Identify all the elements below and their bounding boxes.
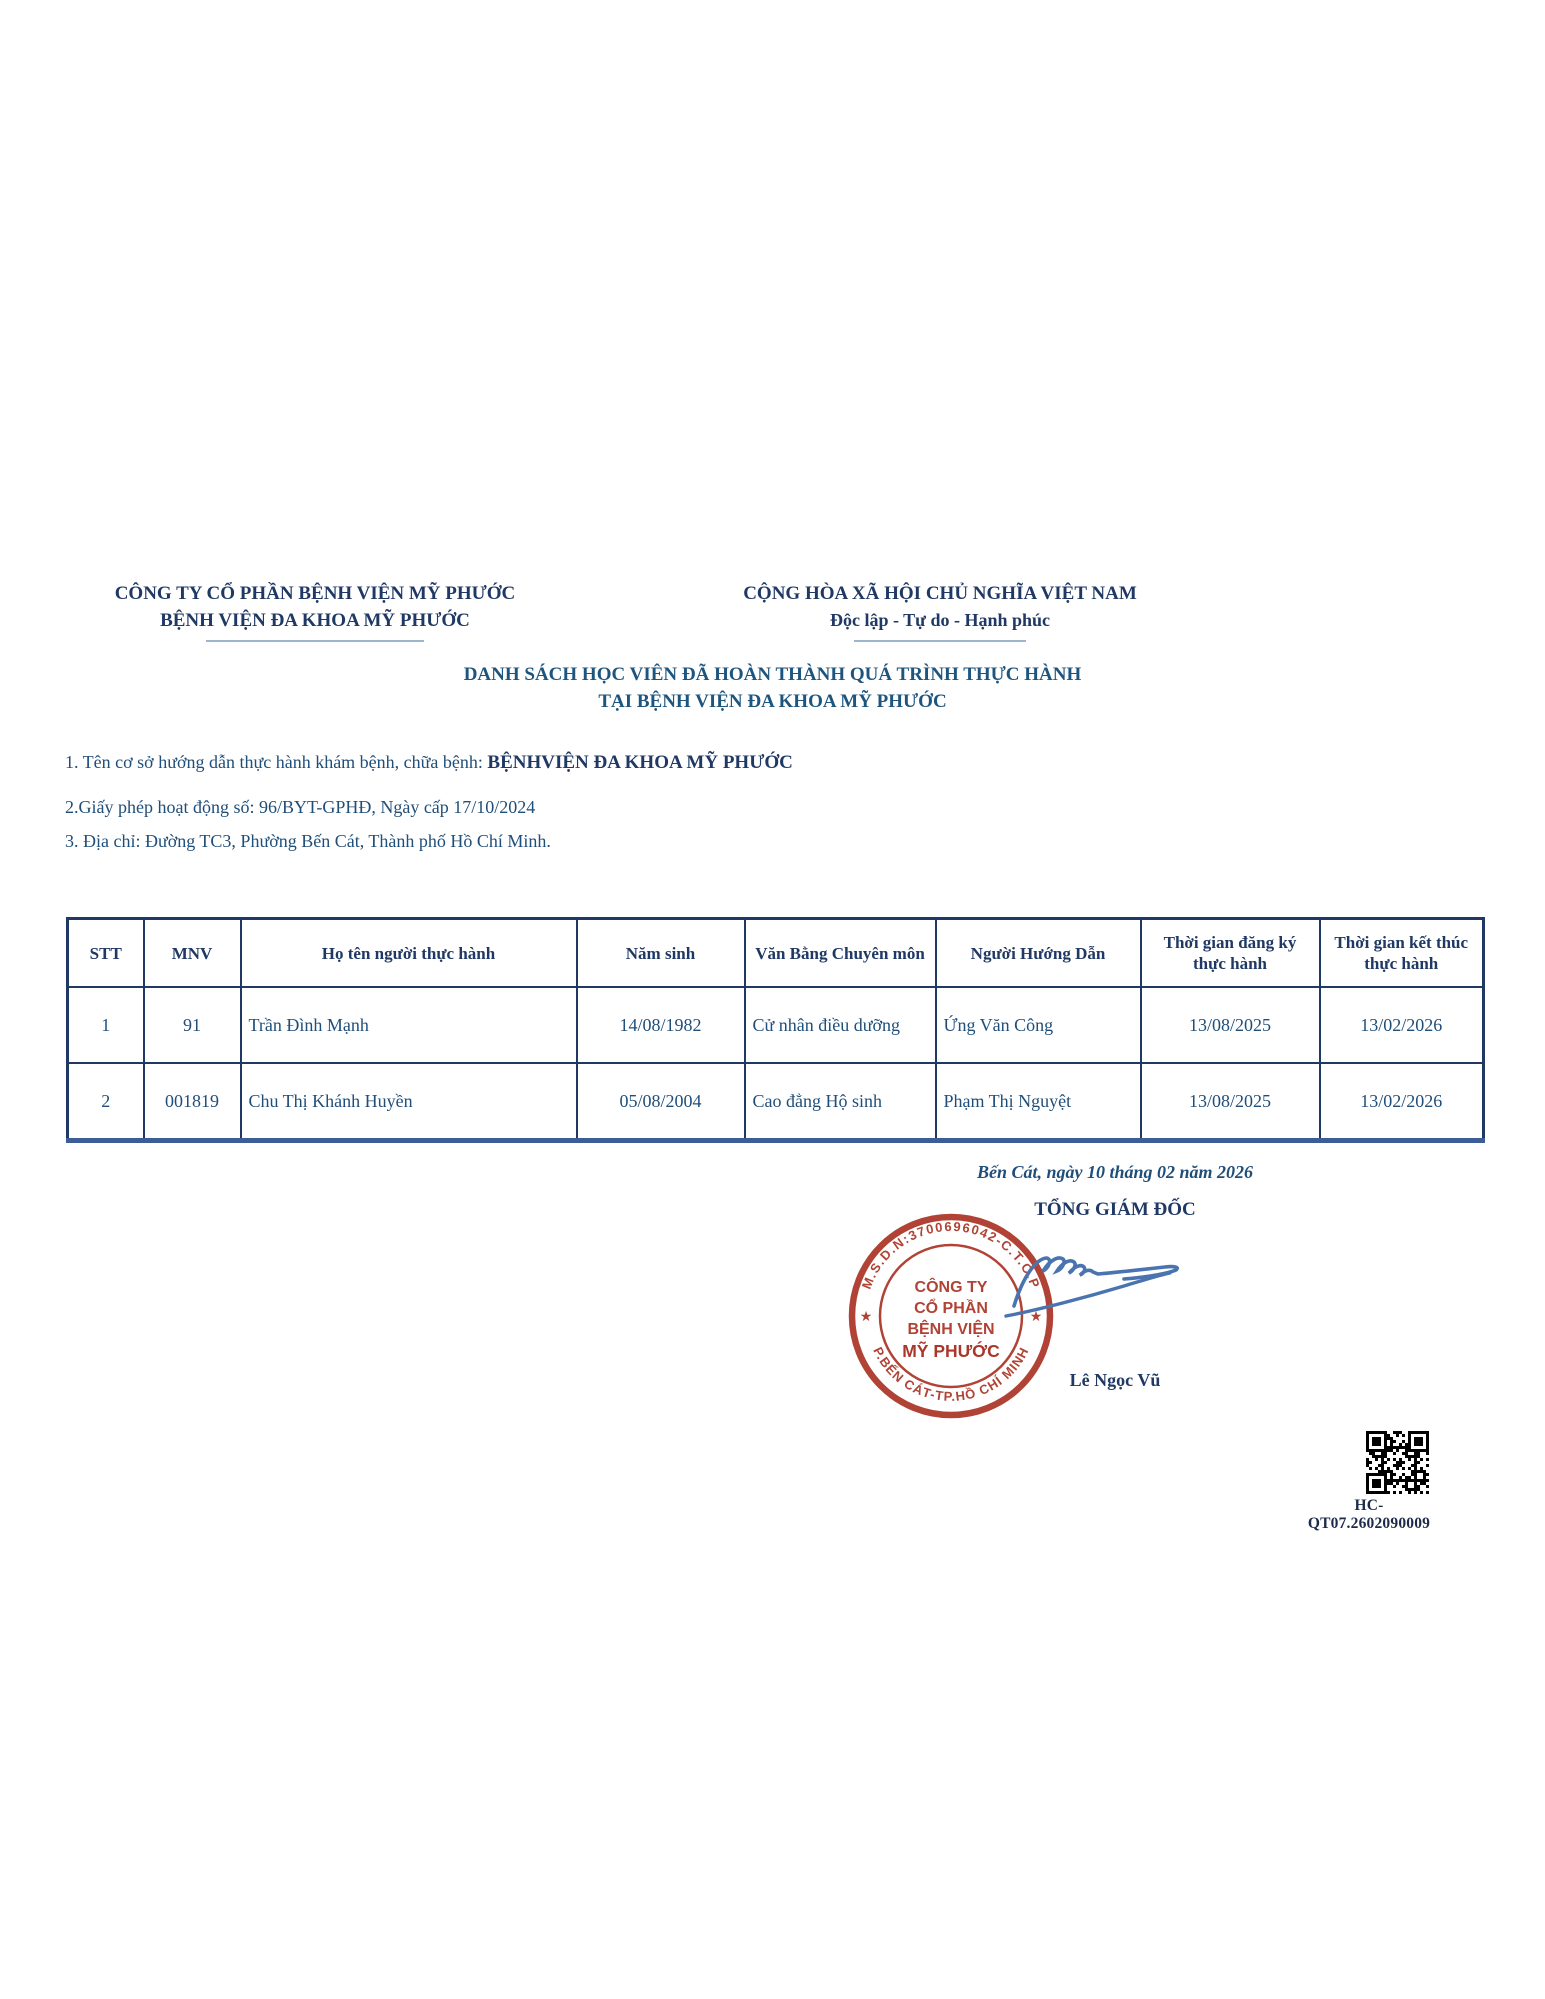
national-header-line1: CỘNG HÒA XÃ HỘI CHỦ NGHĨA VIỆT NAM — [743, 583, 1137, 604]
handwritten-signature — [1002, 1250, 1192, 1325]
national-motto: Độc lập - Tự do - Hạnh phúc — [829, 610, 1051, 630]
stamp-center-line1: CÔNG TY — [914, 1279, 988, 1296]
document-title-line1: DANH SÁCH HỌC VIÊN ĐÃ HOÀN THÀNH QUÁ TRÌNH THỰC HÀNH — [463, 664, 1082, 685]
table-row — [68, 987, 1484, 1063]
document-title-line2: TẠI BỆNH VIỆN ĐA KHOA MỸ PHƯỚC — [598, 691, 947, 712]
info-line-license: 2.Giấy phép hoạt động số: 96/BYT-GPHĐ, Ngày cấp 17/10/2024 — [65, 797, 536, 817]
cell-birth: 05/08/2004 — [577, 1063, 745, 1141]
cell-stt: 2 — [68, 1063, 144, 1141]
col-header-degree: Văn Bằng Chuyên môn — [745, 919, 936, 988]
col-header-start: Thời gian đăng ký thực hành — [1141, 919, 1320, 988]
trainee-table-wrapper — [66, 917, 1482, 1143]
trainee-table — [66, 917, 1485, 1143]
document-code: HC-QT07.2602090009 — [1307, 1497, 1431, 1532]
document-title — [0, 661, 1545, 715]
stamp-arc-top-text: M.S.D.N:3700696042-C.T.C.P — [858, 1218, 1044, 1292]
col-header-name: Họ tên người thực hành — [241, 919, 577, 988]
stamp-center-line4: MỸ PHƯỚC — [902, 1341, 1000, 1361]
cell-mnv: 001819 — [144, 1063, 241, 1141]
cell-name: Chu Thị Khánh Huyền — [241, 1063, 577, 1141]
org-name-line2: BỆNH VIỆN ĐA KHOA MỸ PHƯỚC — [160, 610, 470, 631]
qr-code — [1366, 1431, 1429, 1494]
info-line-facility-label: 1. Tên cơ sở hướng dẫn thực hành khám bệnh, chữa bệnh: — [65, 752, 488, 772]
cell-start: 13/08/2025 — [1141, 1063, 1320, 1141]
national-header-underline — [854, 640, 1026, 642]
col-header-stt: STT — [68, 919, 144, 988]
signature-stroke-lower — [1006, 1273, 1170, 1316]
cell-birth: 14/08/1982 — [577, 987, 745, 1063]
national-header — [715, 580, 1165, 642]
cell-degree: Cao đẳng Hộ sinh — [745, 1063, 936, 1141]
cell-end: 13/02/2026 — [1320, 1063, 1484, 1141]
cell-end: 13/02/2026 — [1320, 987, 1484, 1063]
org-name-line1: CÔNG TY CỔ PHẦN BỆNH VIỆN MỸ PHƯỚC — [114, 583, 516, 604]
col-header-end: Thời gian kết thúc thực hành — [1320, 919, 1484, 988]
star-icon: ★ — [859, 1310, 873, 1325]
stamp-center-line3: BỆNH VIỆN — [907, 1321, 995, 1338]
cell-mnv: 91 — [144, 987, 241, 1063]
cell-stt: 1 — [68, 987, 144, 1063]
cell-name: Trần Đình Mạnh — [241, 987, 577, 1063]
signature-stroke-upper — [1014, 1258, 1177, 1306]
table-header-row — [68, 919, 1484, 988]
col-header-mnv: MNV — [144, 919, 241, 988]
stamp-arc-bottom-text: P.BẾN CÁT-TP.HỒ CHÍ MINH — [870, 1344, 1032, 1405]
info-line-facility — [65, 752, 793, 774]
cell-degree: Cử nhân điều dưỡng — [745, 987, 936, 1063]
star-icon: ★ — [1029, 1310, 1043, 1325]
org-header-underline — [206, 640, 424, 642]
cell-mentor: Ứng Văn Công — [936, 987, 1141, 1063]
col-header-mentor: Người Hướng Dẫn — [936, 919, 1141, 988]
org-header — [75, 580, 555, 642]
stamp-center-line2: CỔ PHẦN — [914, 1300, 988, 1317]
cell-start: 13/08/2025 — [1141, 987, 1320, 1063]
col-header-birth: Năm sinh — [577, 919, 745, 988]
place-date-line: Bến Cát, ngày 10 tháng 02 năm 2026 — [976, 1162, 1254, 1182]
signer-title: TỔNG GIÁM ĐỐC — [1034, 1199, 1196, 1220]
signer-name: Lê Ngọc Vũ — [1069, 1370, 1161, 1390]
info-line-facility-value: BỆNHVIỆN ĐA KHOA MỸ PHƯỚC — [487, 752, 793, 773]
info-line-address: 3. Địa chỉ: Đường TC3, Phường Bến Cát, Thành phố Hồ Chí Minh. — [65, 831, 551, 851]
table-row — [68, 1063, 1484, 1141]
cell-mentor: Phạm Thị Nguyệt — [936, 1063, 1141, 1141]
